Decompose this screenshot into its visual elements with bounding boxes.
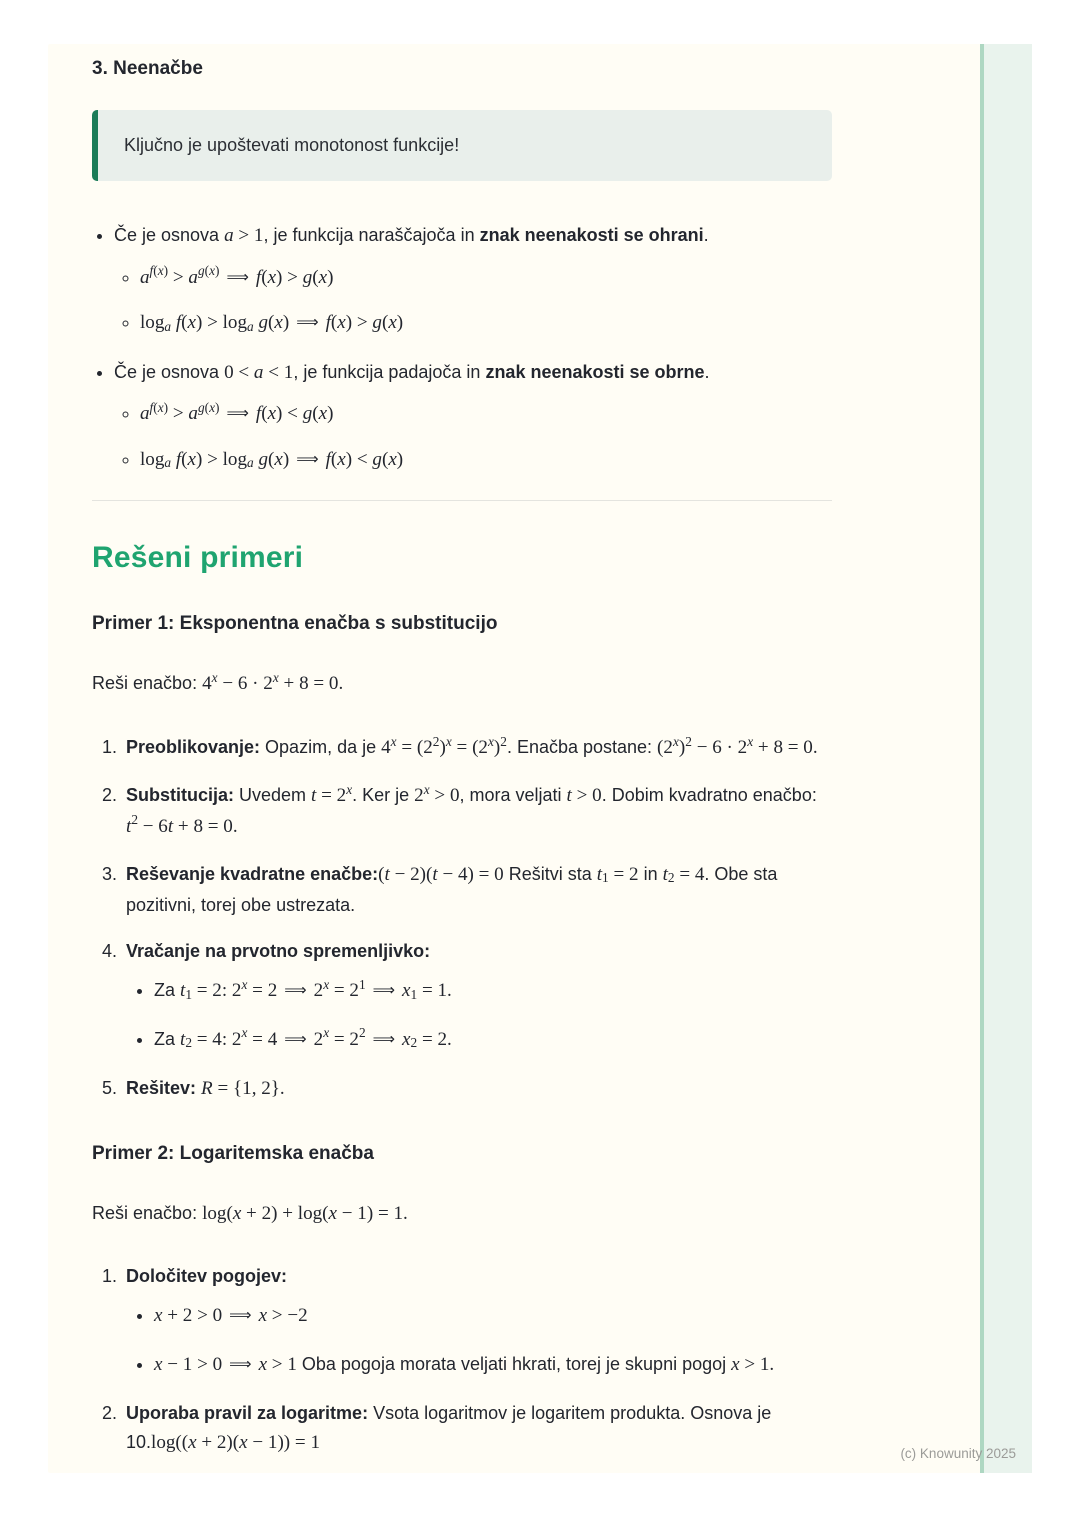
callout-box [92,110,832,181]
rule-item [114,358,832,475]
step-item [122,1262,832,1381]
primer1-title: Primer 1: Eksponentna enačba s substitucijo [92,613,498,635]
formula: $a^{f(x)} > a^{g(x)}$ ⟹ f(x) > g(x) [140,263,334,288]
step-text: Opazim, da je $4^x = (2^2)^x = (2^x)^2$. Enačba postane: $(2^x)^2 - 6 \cdot 2^x + 8 = 0$. [260,733,818,758]
primer2-steps [92,1262,832,1459]
step-label: Uporaba pravil za logaritme: [126,1403,369,1424]
formula: Za $t_2 = 4$: $2^x = 4$ ⟹ $2^x = 2^2$ ⟹ $x_2 = 2$. [154,1025,452,1051]
step-item [122,1399,832,1459]
formula: $\log_a f(x) > \log_a g(x)$ ⟹ f(x) > g(x) [140,312,404,334]
rule-item [114,221,832,338]
document-content [92,44,832,1476]
page-edge-stripe [980,44,1032,1473]
step-bullet [154,976,832,1007]
formula: $\log_a f(x) > \log_a g(x)$ ⟹ f(x) < g(x) [140,448,404,471]
rule-text: Če je osnova 0 < a < 1, je funkcija padajoča in znak neenakosti se obrne. [114,361,710,383]
callout-text: Ključno je upoštevati monotonost funkcije! [124,135,460,155]
step-item [122,937,832,1056]
formula: x − 1 > 0 ⟹ x > 1 Oba pogoja morata veljati hkrati, torej je skupni pogoj x > 1. [154,1354,775,1376]
rule-formula [140,445,832,475]
step-item [122,733,832,764]
step-label: Substitucija: [126,784,235,805]
rule-formula [140,308,832,338]
step-text: Vsota logaritmov je logaritem produkta. Osnova je 10.log((x + 2)(x − 1)) = 1 [126,1403,772,1454]
page-title: 3. Neenačbe [92,58,203,79]
rule-text: Če je osnova a > 1, je funkcija naraščajoča in znak neenakosti se ohrani. [114,225,709,246]
divider [92,500,832,501]
copyright: (c) Knowunity 2025 [900,1446,1016,1461]
step-label: Določitev pogojev: [126,1266,288,1287]
step-label: Vračanje na prvotno spremenljivko: [126,940,431,961]
formula: $a^{f(x)} > a^{g(x)}$ ⟹ f(x) < g(x) [140,399,334,425]
step-item [122,860,832,920]
primer1-steps [92,733,832,1105]
formula: Za $t_1 = 2$: $2^x = 2$ ⟹ $2^x = 2^1$ ⟹ $x_1 = 1$. [154,976,452,1002]
section-title: Rešeni primeri [92,541,304,575]
step-item [122,1074,832,1105]
step-sublist [126,1301,832,1381]
primer2-intro: Reši enačbo: log(x + 2) + log(x − 1) = 1. [92,1202,408,1224]
step-bullet [154,1301,832,1332]
primer2-title: Primer 2: Logaritemska enačba [92,1142,374,1164]
step-bullet [154,1350,832,1381]
rule-formula [140,399,832,429]
primer1-intro: Reši enačbo: $4^x - 6 \cdot 2^x + 8 = 0$. [92,670,344,695]
step-label: Reševanje kvadratne enačbe: [126,863,379,884]
rules-list [92,221,832,474]
rule-formula [140,263,832,293]
step-text: Uvedem $t = 2^x$. Ker je $2^x > 0$, mora veljati t > 0. Dobim kvadratno enačbo: $t^2 - 6t + 8 = 0$. [126,781,817,837]
rule-formulas [114,263,832,338]
step-text: (t − 2)(t − 4) = 0 Rešitvi sta $t_1 = 2$ in $t_2 = 4$. Obe sta pozitivni, torej obe ustrezata. [126,863,778,915]
document-page [48,44,1032,1473]
step-label: Preoblikovanje: [126,736,261,757]
step-text: R = {1, 2}. [201,1077,285,1099]
rule-formulas [114,399,832,474]
step-item [122,781,832,843]
step-label: Rešitev: [126,1077,197,1098]
step-bullet [154,1025,832,1056]
formula: x + 2 > 0 ⟹ x > −2 [154,1305,308,1327]
step-sublist [126,976,832,1056]
